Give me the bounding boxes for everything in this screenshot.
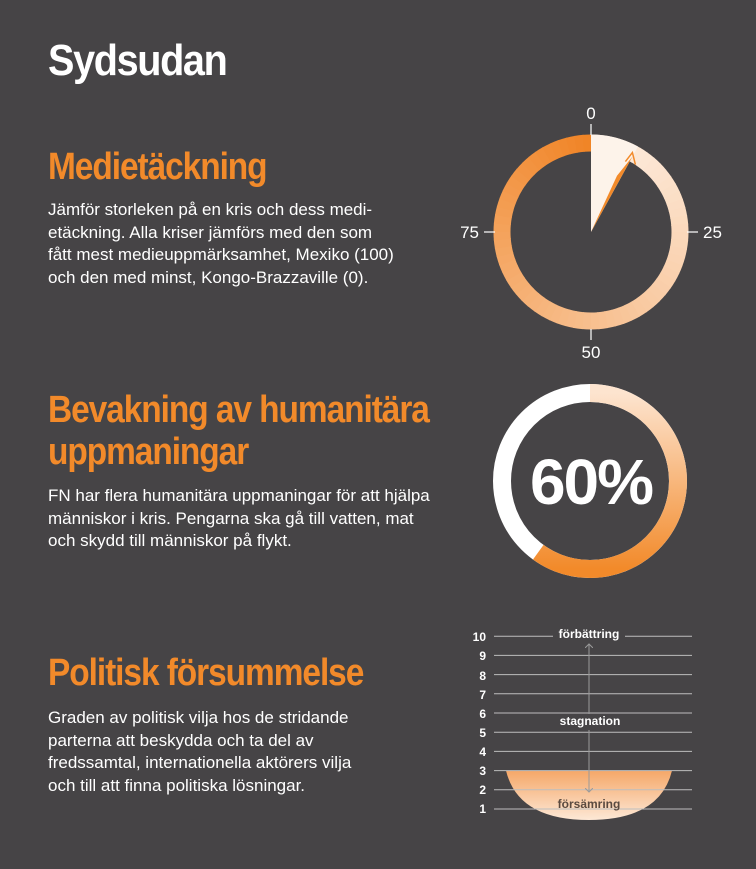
media-description: Jämför storleken på en kris och dess medi- etäckning. Alla kriser jämförs med den som fått mest medieuppmärksamhet, Mexiko (100) och den med minst, Kongo-Brazzaville (0). [48,200,394,287]
scale-num-2: 2 [479,783,486,797]
scale-num-6: 6 [479,707,486,721]
appeals-heading-line1: Bevakning av humanitära [48,389,429,431]
scale-num-10: 10 [472,630,486,644]
scale-num-7: 7 [479,688,486,702]
appeals-heading-line2: uppmaningar [48,431,249,473]
scale-num-8: 8 [479,669,486,683]
gauge-label-50: 50 [581,343,601,362]
scale-label-stagnation: stagnation [559,714,621,728]
gauge-label-25: 25 [703,223,722,242]
page-title: Sydsudan [48,36,227,85]
scale-label-forbattring: förbättring [558,627,620,641]
gauge-label-0: 0 [586,104,596,123]
scale-num-1: 1 [479,802,486,816]
scale-num-9: 9 [479,649,486,663]
political-description: Graden av politisk vilja hos de stridande parterna att beskydda och ta del av fredssamtal, internationella aktörers vilja och till att finna politiska lösningar. [48,708,352,795]
scale-num-5: 5 [479,726,486,740]
scale-num-4: 4 [479,745,486,759]
scale-num-3: 3 [479,764,486,778]
media-heading: Medietäckning [48,146,267,188]
donut-percent-label: 60% [529,446,653,518]
appeals-description: FN har flera humanitära uppmaningar för att hjälpa människor i kris. Pengarna ska gå till vatten, mat och skydd till människor på flykt. [48,486,430,550]
political-heading: Politisk försummelse [48,652,364,694]
gauge-label-75: 75 [460,223,479,242]
scale-label-forsamring: försämring [557,797,621,811]
